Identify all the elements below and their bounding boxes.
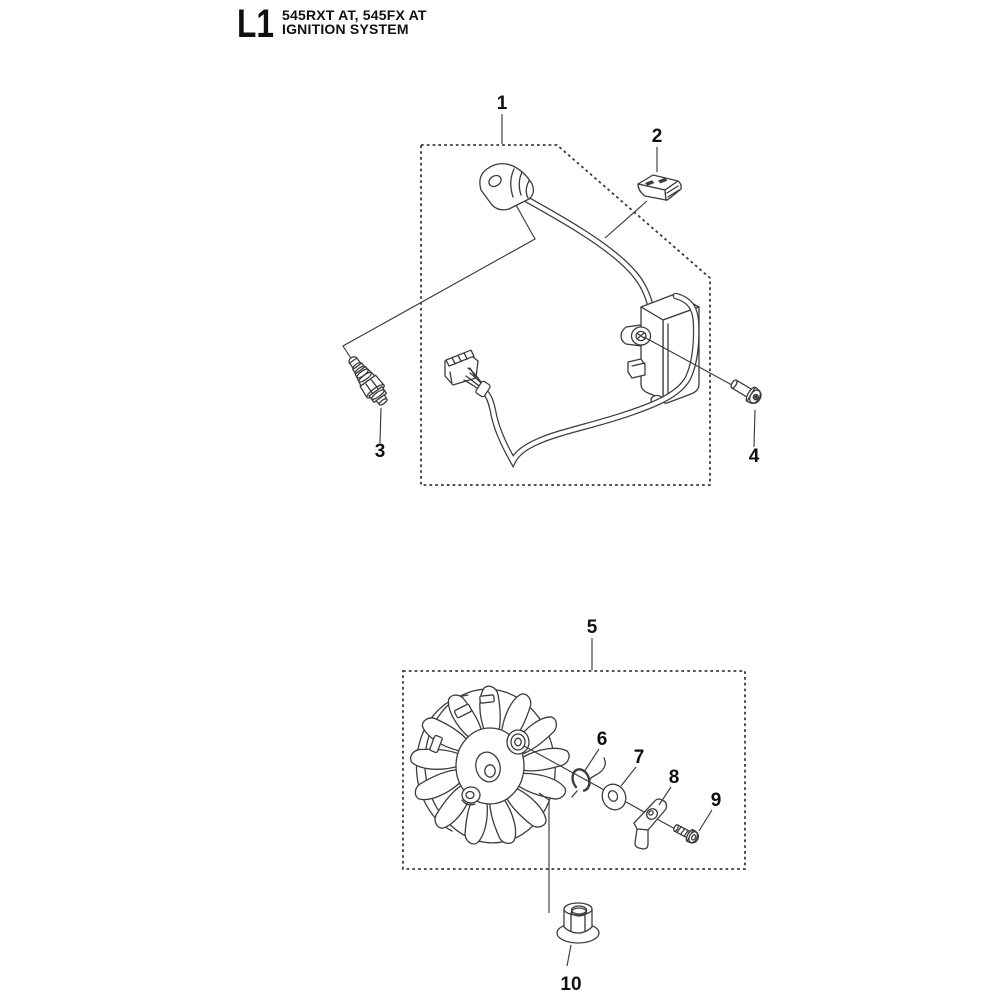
callout-10-label: 10 <box>560 974 582 995</box>
callout-8-label: 8 <box>668 767 680 788</box>
flange-nut-drawing <box>557 903 599 943</box>
callout-3-leader <box>380 408 381 443</box>
wiring-connector-drawing <box>445 350 491 397</box>
circlip-drawing <box>570 758 606 797</box>
system-name: IGNITION SYSTEM <box>282 21 409 37</box>
callout-10 <box>560 945 581 995</box>
model-names: 545RXT AT, 545FX AT <box>282 7 427 23</box>
callout-1-label: 1 <box>496 93 508 114</box>
callout-6-label: 6 <box>596 729 608 750</box>
callout-4 <box>749 410 760 467</box>
spark-plug-drawing <box>343 352 393 410</box>
flywheel-drawing <box>409 682 569 851</box>
callout-5-label: 5 <box>586 617 598 638</box>
callout-3 <box>375 408 386 462</box>
coil-screw-drawing <box>728 376 764 406</box>
callout-2-label: 2 <box>651 126 663 147</box>
washer-drawing <box>598 780 630 813</box>
callout-7-leader <box>621 767 636 786</box>
callout-7 <box>621 747 644 786</box>
header <box>237 2 427 46</box>
callout-9 <box>699 790 721 831</box>
callout-3-label: 3 <box>374 441 386 462</box>
callout-6-leader <box>584 749 599 772</box>
spark-plug-cap-drawing <box>480 164 534 210</box>
starter-pawl-drawing <box>634 799 667 849</box>
callout-6 <box>584 729 607 772</box>
diagram-code: L1 <box>237 2 274 46</box>
flywheel-magnet-boss <box>507 730 529 754</box>
pawl-screw-drawing <box>671 821 700 845</box>
spark-plug-assembly-leader <box>343 205 535 360</box>
callout-7-label: 7 <box>633 747 645 768</box>
ignition-coil-drawing <box>621 294 699 405</box>
callout-9-label: 9 <box>710 790 722 811</box>
callout-9-leader <box>699 810 712 831</box>
callout-10-leader <box>567 945 571 966</box>
callout-4-label: 4 <box>748 446 760 467</box>
callout-1 <box>497 93 508 144</box>
callout-5 <box>587 617 598 670</box>
terminal-clip-drawing <box>638 175 681 200</box>
callout-4-leader <box>754 410 755 447</box>
flywheel-vent-slot <box>480 695 495 703</box>
